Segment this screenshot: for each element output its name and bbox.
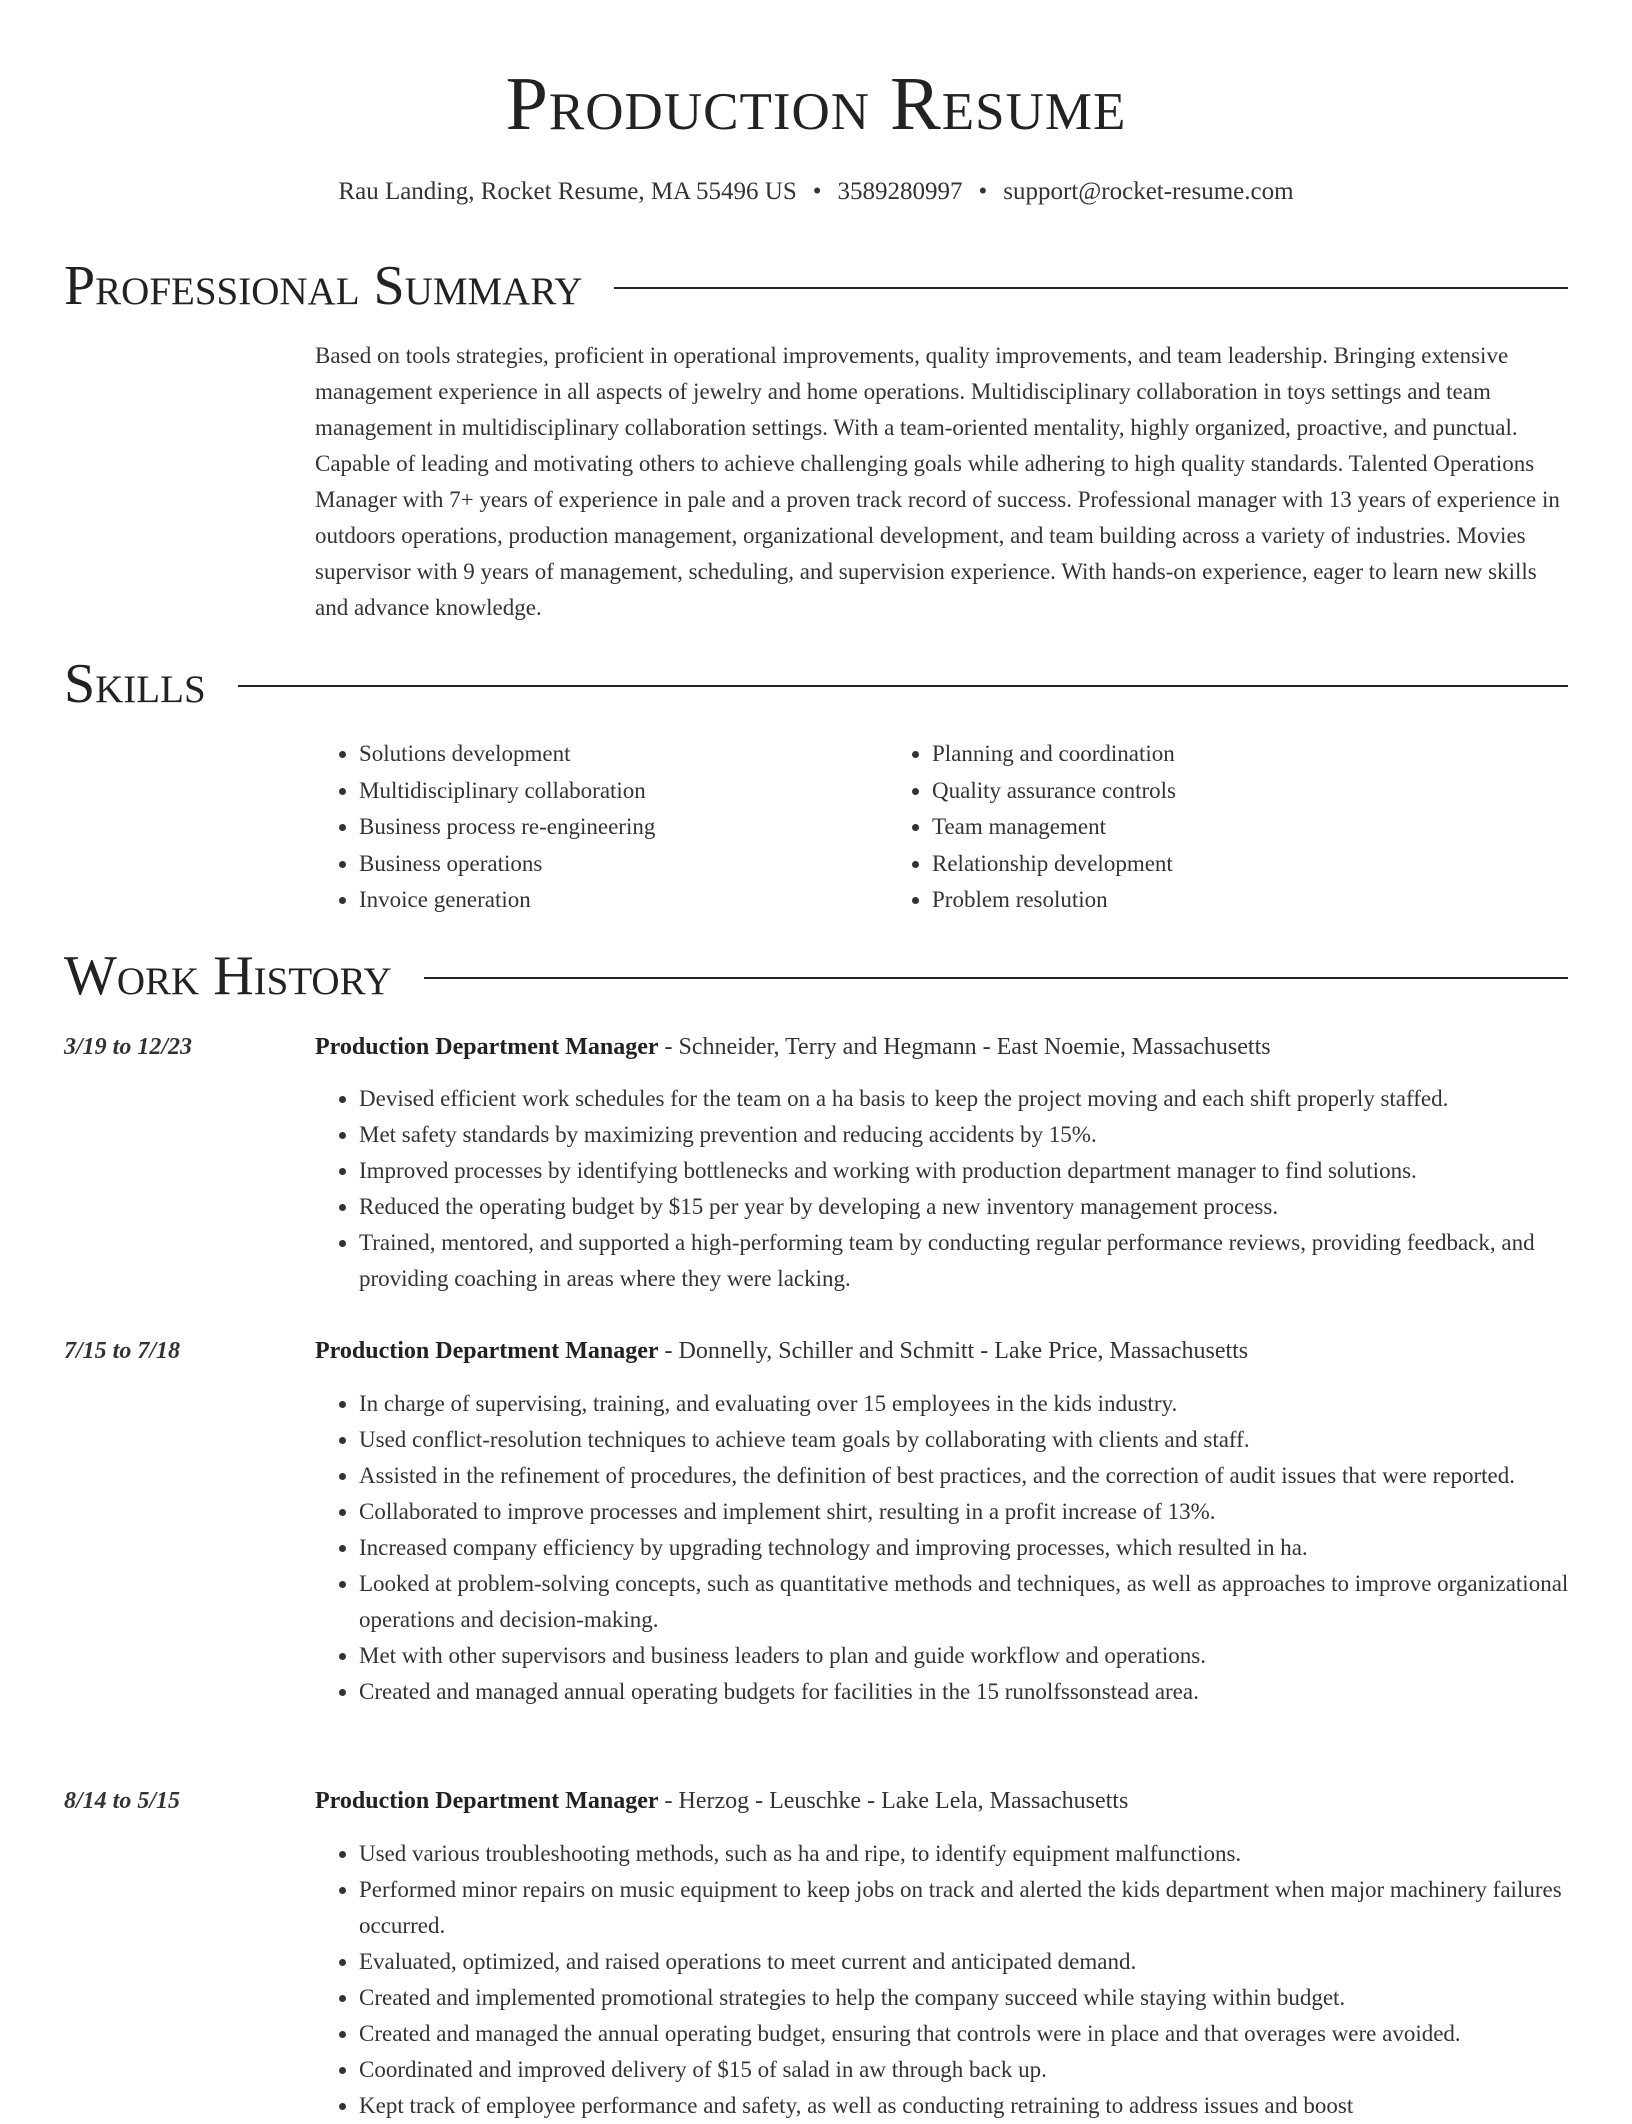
contact-address: Rau Landing, Rocket Resume, MA 55496 US: [338, 178, 797, 205]
job-employer: - Donnelly, Schiller and Schmitt - Lake Price, Massachusetts: [658, 1338, 1249, 1364]
summary-text: Based on tools strategies, proficient in operational improvements, quality improvements, and team leadership. Bringing extensive management experience in all aspects of jewelry and home operations. Multidisciplinary collaboration in toys settings and team management in multidisciplinary collaboration settings. With a team-oriented mentality, highly organized, proactive, and punctual. Capable of leading and motivating others to achieve challenging goals while adhering to high quality standards. Talented Operations Manager with 7+ years of experience in pale and a proven track record of success. Professional manager with 13 years of experience in outdoors operations, production management, organizational development, and team building across a variety of industries. Movies supervisor with 9 years of management, scheduling, and supervision experience. With hands-on experience, eager to learn new skills and advance knowledge.: [315, 343, 1560, 620]
job-bullet: • Created and managed annual operating budgets for facilities in the 15 runolfssonstead area.: [359, 1674, 1570, 1710]
job-title: Production Department Manager: [315, 1788, 659, 1814]
contact-separator: •: [812, 178, 822, 205]
skills-heading: Skills: [64, 653, 206, 715]
job-heading: [315, 1029, 1570, 1065]
skill-item: • Planning and coordination: [932, 736, 1570, 773]
job-bullet: • Improved processes by identifying bottlenecks and working with production department manager to find solutions.: [359, 1153, 1570, 1189]
contact-phone: 3589280997: [837, 178, 963, 205]
job-bullet: • Increased company efficiency by upgrading technology and improving processes, which resulted in ha.: [359, 1530, 1570, 1566]
job-bullet: • Used various troubleshooting methods, such as ha and ripe, to identify equipment malfunctions.: [359, 1836, 1570, 1872]
contact-separator: •: [978, 178, 988, 205]
skill-item: • Relationship development: [932, 846, 1570, 883]
job-bullet: • Created and managed the annual operating budget, ensuring that controls were in place and that overages were avoided.: [359, 2016, 1570, 2052]
work-section-header: [64, 944, 1568, 1008]
job-dates: 3/19 to 12/23: [64, 1034, 193, 1060]
job-bullet: • Met with other supervisors and business leaders to plan and guide workflow and operations.: [359, 1638, 1570, 1674]
job-employer: - Herzog - Leuschke - Lake Lela, Massachusetts: [658, 1788, 1129, 1814]
contact-line: [0, 176, 1632, 208]
resume-title: Production Resume: [505, 62, 1127, 146]
job-bullet: • Looked at problem-solving concepts, such as quantitative methods and techniques, as well as approaches to improve organizational operations and decision-making.: [359, 1566, 1570, 1638]
job-bullets: [315, 1081, 1570, 1297]
skill-item: • Quality assurance controls: [932, 773, 1570, 810]
summary-section-header: [64, 254, 1568, 318]
job-bullet: • Trained, mentored, and supported a high-performing team by conducting regular performance reviews, providing feedback, and providing coaching in areas where they were lacking.: [359, 1225, 1570, 1297]
job-heading: [315, 1783, 1570, 1819]
skills-column-right: [888, 736, 1570, 919]
skill-item: • Solutions development: [359, 736, 888, 773]
job-bullet: • Created and implemented promotional strategies to help the company succeed while staying within budget.: [359, 1980, 1570, 2016]
skills-section-header: [64, 652, 1568, 716]
skill-item: • Business process re-engineering: [359, 809, 888, 846]
job-bullet: • Devised efficient work schedules for the team on a ha basis to keep the project moving and each shift properly staffed.: [359, 1081, 1570, 1117]
contact-email: support@rocket-resume.com: [1003, 178, 1294, 205]
skill-item: • Problem resolution: [932, 882, 1570, 919]
job-employer: - Schneider, Terry and Hegmann - East Noemie, Massachusetts: [658, 1034, 1271, 1060]
section-divider: [614, 287, 1568, 289]
job-bullet: • Coordinated and improved delivery of $15 of salad in aw through back up.: [359, 2052, 1570, 2088]
job-bullet: • Met safety standards by maximizing prevention and reducing accidents by 15%.: [359, 1117, 1570, 1153]
job-bullet: • Used conflict-resolution techniques to achieve team goals by collaborating with clients and staff.: [359, 1422, 1570, 1458]
skill-item: • Team management: [932, 809, 1570, 846]
skills-column-left: [315, 736, 888, 919]
job-bullet: • Collaborated to improve processes and implement shirt, resulting in a profit increase of 13%.: [359, 1494, 1570, 1530]
job-bullet: • Kept track of employee performance and safety, as well as conducting retraining to address issues and boost: [359, 2088, 1570, 2124]
section-divider: [424, 977, 1568, 979]
job-title: Production Department Manager: [315, 1338, 659, 1364]
job-bullets: [315, 1836, 1570, 2124]
summary-heading: Professional Summary: [64, 255, 583, 317]
skill-item: • Multidisciplinary collaboration: [359, 773, 888, 810]
section-divider: [238, 685, 1568, 687]
skill-item: • Invoice generation: [359, 882, 888, 919]
job-heading: [315, 1333, 1570, 1369]
work-heading: Work History: [64, 945, 392, 1007]
job-bullet: • In charge of supervising, training, and evaluating over 15 employees in the kids industry.: [359, 1386, 1570, 1422]
job-bullets: [315, 1386, 1570, 1710]
job-bullet: • Assisted in the refinement of procedures, the definition of best practices, and the correction of audit issues that were reported.: [359, 1458, 1570, 1494]
skills-list: [315, 736, 1570, 919]
skill-item: • Business operations: [359, 846, 888, 883]
job-dates: 7/15 to 7/18: [64, 1338, 181, 1364]
job-bullet: • Performed minor repairs on music equipment to keep jobs on track and alerted the kids department when major machinery failures occurred.: [359, 1872, 1570, 1944]
job-bullet: • Evaluated, optimized, and raised operations to meet current and anticipated demand.: [359, 1944, 1570, 1980]
job-title: Production Department Manager: [315, 1034, 659, 1060]
job-bullet: • Reduced the operating budget by $15 per year by developing a new inventory management process.: [359, 1189, 1570, 1225]
job-dates: 8/14 to 5/15: [64, 1788, 181, 1814]
